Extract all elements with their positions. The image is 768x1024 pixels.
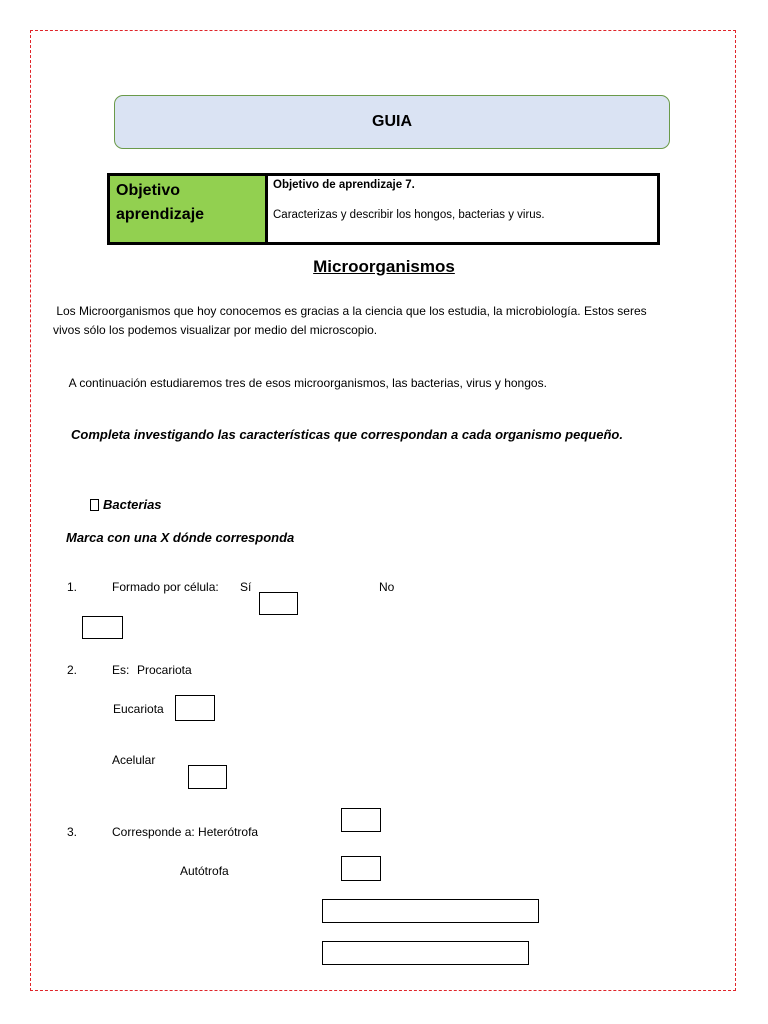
section-title: Bacterias — [103, 497, 162, 512]
q1-no-label: No — [379, 580, 395, 594]
objective-label-line1: Objetivo — [116, 182, 181, 199]
instruction-text: Completa investigando las características que correspondan a cada organismo pequeño. — [71, 427, 623, 442]
intro-paragraph-2: A continuación estudiaremos tres de esos microorganismos, las bacterias, virus y hongos. — [66, 376, 547, 390]
q1-number: 1. — [67, 580, 78, 594]
q1-yes-label: Sí — [240, 580, 252, 594]
q2-opt2-checkbox[interactable] — [175, 695, 215, 721]
q2-opt2-label: Eucariota — [113, 702, 164, 716]
objective-text: Caracterizas y describir los hongos, bacterias y virus. — [273, 209, 545, 221]
objective-content-cell — [268, 176, 657, 242]
q1-yes-checkbox[interactable] — [259, 592, 298, 615]
q3-number: 3. — [67, 825, 78, 839]
intro-line-1: Los Microorganismos que hoy conocemos es gracias a la ciencia que los estudia, la microbiología. Estos seres — [53, 304, 647, 318]
intro-paragraph — [53, 302, 733, 340]
q3-opt2-label: Autótrofa — [180, 864, 229, 878]
guia-header — [114, 95, 670, 149]
q2-opt3-checkbox[interactable] — [188, 765, 227, 789]
mark-instruction: Marca con una X dónde corresponda — [66, 530, 295, 545]
q2-number: 2. — [67, 663, 78, 677]
document-title: Microorganismos — [313, 257, 455, 276]
q3-opt2-checkbox[interactable] — [341, 856, 381, 881]
bullet-icon — [90, 499, 99, 511]
section-bacterias — [90, 497, 162, 512]
q2-text: Es: — [112, 663, 130, 677]
objective-label-cell — [110, 176, 268, 242]
q2-opt1-label: Procariota — [137, 663, 192, 677]
q1-text: Formado por célula: — [112, 580, 219, 594]
q1-no-checkbox[interactable] — [82, 616, 123, 639]
guia-title: GUIA — [372, 113, 412, 130]
answer-field-1[interactable] — [322, 899, 539, 923]
objective-label-line2: aprendizaje — [116, 206, 205, 223]
objective-table — [107, 173, 660, 245]
objective-heading: Objetivo de aprendizaje 7. — [273, 179, 415, 191]
intro-line-2: vivos sólo los podemos visualizar por medio del microscopio. — [53, 323, 378, 337]
q2-opt3-label: Acelular — [112, 753, 156, 767]
answer-field-2[interactable] — [322, 941, 529, 965]
q3-opt1-checkbox[interactable] — [341, 808, 381, 832]
q3-text: Corresponde a: Heterótrofa — [112, 825, 259, 839]
